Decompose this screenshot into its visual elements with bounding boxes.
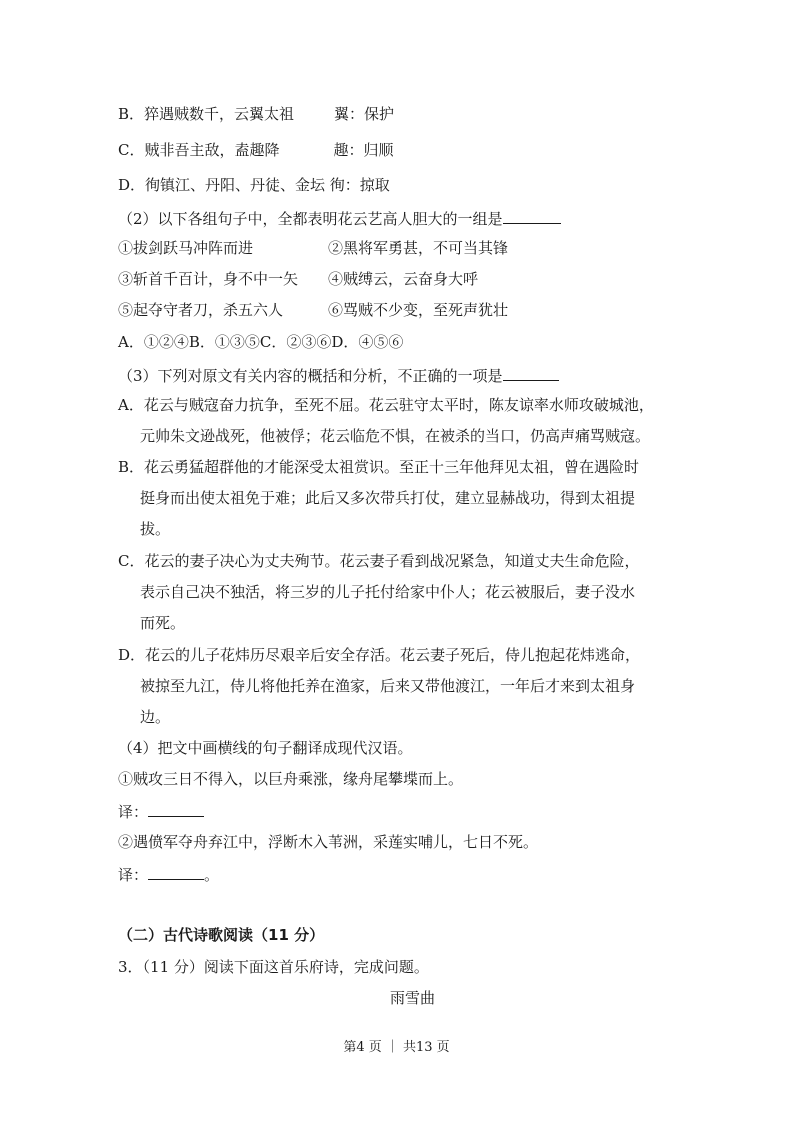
sentence-2: ②黑将军勇甚，不可当其锋 [328,239,509,257]
sentence-3: ③斩首千百计，身不中一矢 [118,270,299,288]
translation-line-2 [118,863,219,885]
sentence-1: ①拔剑跃马冲阵而进 [118,239,254,257]
option-d: D．徇镇江、丹阳、丹徒、金坛 徇：掠取 [118,176,390,194]
translation-end-mark: 。 [204,866,220,884]
option-a-line-2: 元帅朱文逊战死，他被俘；花云临危不惧，在被杀的当口，仍高声痛骂贼寇。 [140,427,651,445]
translation-line-1 [118,800,204,822]
option-b [118,104,394,124]
question-3-stem [118,364,559,386]
answer-blank [503,207,561,224]
option-a-line-1: A．花云与贼寇奋力抗争，至死不屈。花云驻守太平时，陈友谅率水师攻破城池， [118,396,654,414]
answer-blank [148,863,204,880]
section-heading: （二）古代诗歌阅读（11 分） [118,926,325,944]
option-b-line-1: B．花云勇猛超群他的才能深受太祖赏识。至正十三年他拜见太祖，曾在遇险时 [118,458,640,476]
translation-label-2: 译： [118,866,149,884]
question-2-stem-text: （2）以下各组句子中，全都表明花云艺高人胆大的一组是 [118,210,503,228]
option-b-gloss: 翼：保护 [334,105,395,123]
option-d-line-1: D．花云的儿子花炜历尽艰辛后安全存活。花云妻子死后，侍儿抱起花炜逃命， [118,646,641,664]
option-c-line-1: C．花云的妻子决心为丈夫殉节。花云妻子看到战况紧急，知道丈夫生命危险， [118,552,640,570]
translation-sentence-1: ①贼攻三日不得入，以巨舟乘涨，缘舟尾攀堞而上。 [118,770,464,788]
translation-label-1: 译： [118,803,149,821]
sentence-6: ⑥骂贼不少变，至死声犹壮 [328,301,509,319]
option-c-line-2: 表示自己决不独活，将三岁的儿子托付给家中仆人；花云被服后，妻子没水 [140,583,636,601]
option-d-line-2: 被掠至九江，侍儿将他托养在渔家，后来又带他渡江，一年后才来到太祖身 [140,677,636,695]
option-b-line-2: 挺身而出使太祖免于难；此后又多次带兵打仗，建立显赫战功，得到太祖提 [140,489,636,507]
question-3-poem-stem: 3．（11 分）阅读下面这首乐府诗，完成问题。 [118,958,429,976]
option-c-line-3: 而死。 [140,614,186,632]
page-footer: 第4 页 ｜ 共13 页 [343,1040,450,1055]
option-c-gloss: 趣：归顺 [333,141,394,159]
option-b-line-3: 拔。 [140,520,171,538]
option-b-sentence: B．猝遇贼数千，云翼太祖 [118,105,295,123]
poem-title: 雨雪曲 [390,989,436,1007]
sentence-4: ④贼缚云，云奋身大呼 [328,270,479,288]
question-4-stem: （4）把文中画横线的句子翻译成现代汉语。 [118,739,413,757]
question-3-stem-text: （3）下列对原文有关内容的概括和分析，不正确的一项是 [118,367,503,385]
translation-sentence-2: ②遇偾军夺舟弃江中，浮断木入苇洲，采莲实哺儿，七日不死。 [118,833,539,851]
answer-blank [503,364,559,381]
option-d-line-3: 边。 [140,708,171,726]
answer-blank [148,800,204,817]
sentence-5: ⑤起夺守者刀，杀五六人 [118,301,284,319]
question-2-stem [118,207,561,229]
option-c [118,140,394,160]
option-c-sentence: C．贼非吾主敌，盍趣降 [118,141,280,159]
question-2-choices: A．①②④B．①③⑤C．②③⑥D．④⑤⑥ [118,333,404,351]
